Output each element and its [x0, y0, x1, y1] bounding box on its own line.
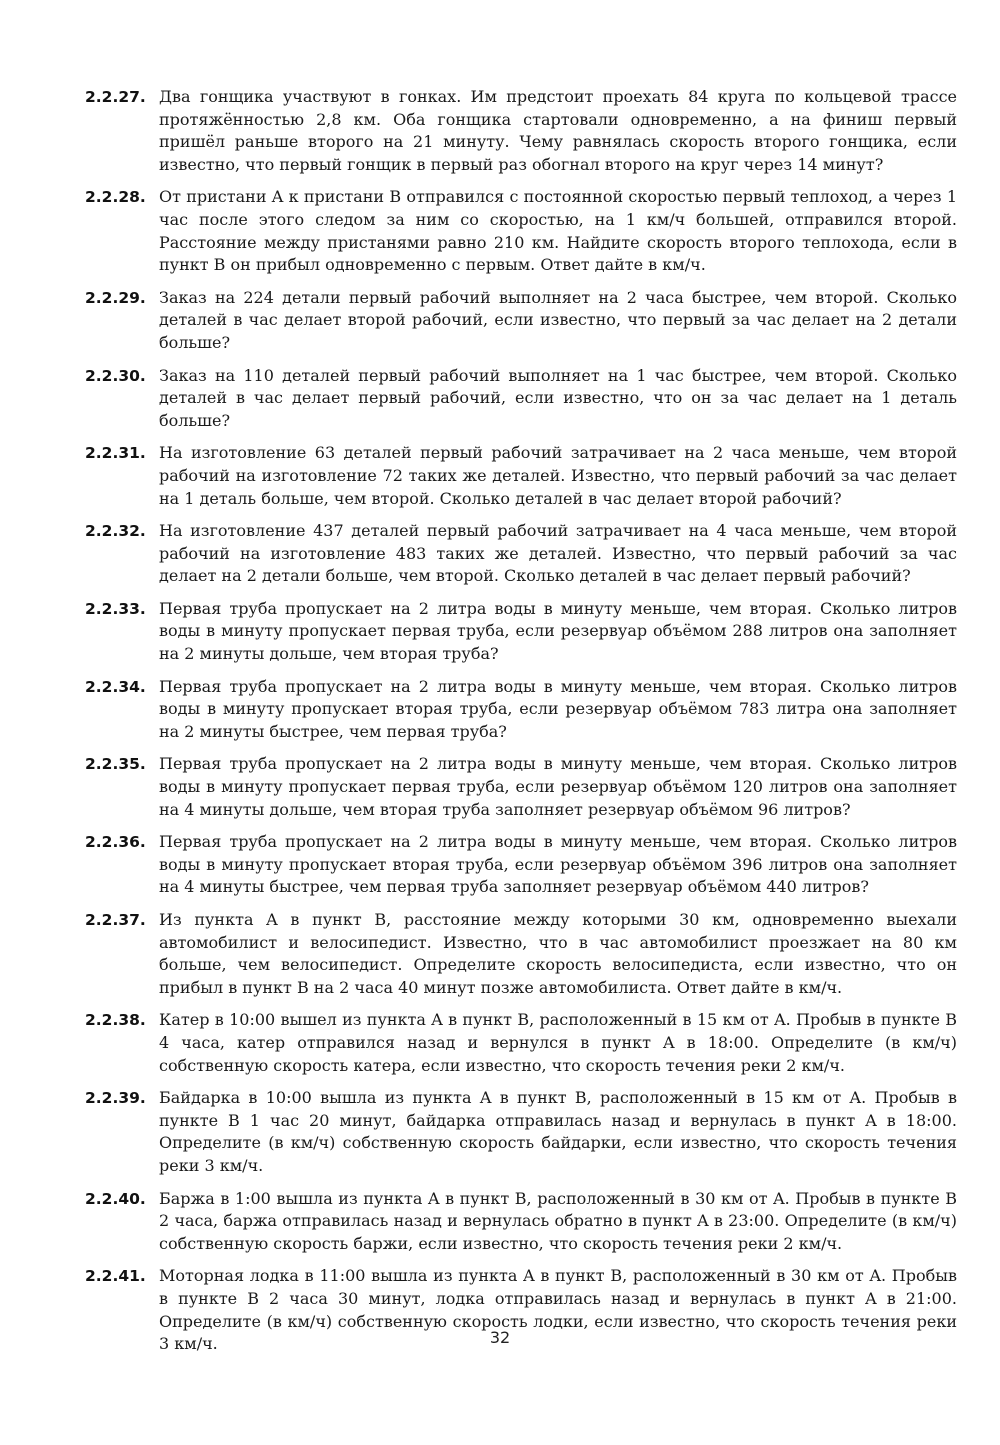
problem-item: [85, 365, 957, 433]
problem-text: Байдарка в 10:00 вышла из пункта A в пункт B, расположенный в 15 км от A. Пробыв в пункте B 1 час 20 минут, байдарка отправилась назад и вернулась в пункт A в 18:00. Определите (в км/ч) собственную скорость байдарки, если известно, что скорость течения реки 3 км/ч.: [159, 1088, 957, 1175]
problem-item: [85, 909, 957, 999]
problem-text: Заказ на 110 деталей первый рабочий выполняет на 1 час быстрее, чем второй. Сколько деталей в час делает первый рабочий, если известно, что он за час делает на 1 деталь больше?: [159, 365, 957, 430]
problem-item: [85, 676, 957, 744]
problem-item: [85, 1009, 957, 1077]
problem-text: На изготовление 437 деталей первый рабочий затрачивает на 4 часа меньше, чем второй рабочий на изготовление 483 таких же деталей. Известно, что первый рабочий за час делает на 2 детали больше, чем второй. Сколько деталей в час делает первый рабочий?: [159, 521, 957, 586]
problem-item: [85, 186, 957, 276]
problem-item: [85, 442, 957, 510]
problem-text: От пристани A к пристани B отправился с постоянной скоростью первый теплоход, а через 1 час после этого следом за ним со скоростью, на 1 км/ч большей, отправился второй. Расстояние между пристанями равно 210 км. Найдите скорость второго теплохода, если в пункт B он прибыл одновременно с первым. Ответ дайте в км/ч.: [159, 187, 957, 275]
problem-list: [85, 86, 957, 1366]
page-number: 32: [489, 1328, 511, 1347]
problem-item: [85, 598, 957, 666]
problem-number: 2.2.30.: [85, 366, 146, 385]
problem-number: 2.2.29.: [85, 288, 146, 307]
problem-text: Первая труба пропускает на 2 литра воды в минуту меньше, чем вторая. Сколько литров воды в минуту пропускает вторая труба, если резервуар объёмом 396 литров она заполняет на 4 минуты быстрее, чем первая труба заполняет резервуар объёмом 440 литров?: [159, 832, 957, 897]
problem-number: 2.2.39.: [85, 1089, 146, 1108]
problem-item: [85, 831, 957, 899]
problem-number: 2.2.35.: [85, 755, 146, 774]
problem-item: [85, 86, 957, 176]
problem-text: Заказ на 224 детали первый рабочий выполняет на 2 часа быстрее, чем второй. Сколько деталей в час делает второй рабочий, если известно, что первый за час делает на 2 детали больше?: [159, 287, 957, 352]
problem-number: 2.2.33.: [85, 599, 146, 618]
problem-number: 2.2.37.: [85, 911, 146, 929]
problem-number: 2.2.38.: [85, 1011, 146, 1030]
problem-text: Первая труба пропускает на 2 литра воды в минуту меньше, чем вторая. Сколько литров воды в минуту пропускает вторая труба, если резервуар объёмом 783 литра она заполняет на 2 минуты быстрее, чем первая труба?: [159, 676, 957, 741]
problem-item: [85, 1087, 957, 1177]
problem-number: 2.2.40.: [85, 1189, 146, 1208]
problem-item: [85, 520, 957, 588]
problem-number: 2.2.32.: [85, 522, 146, 541]
problem-number: 2.2.27.: [85, 88, 146, 106]
problem-number: 2.2.36.: [85, 833, 146, 852]
problem-text: Моторная лодка в 11:00 вышла из пункта A в пункт B, расположенный в 30 км от A. Пробыв в пункте B 2 часа 30 минут, лодка отправилась назад и вернулась в пункт A в 21:00. Определите (в км/ч) собственную скорость лодки, если известно, что скорость течения реки 3 км/ч.: [159, 1266, 957, 1354]
problem-text: Катер в 10:00 вышел из пункта A в пункт B, расположенный в 15 км от A. Пробыв в пункте B 4 часа, катер отправился назад и вернулся в пункт A в 18:00. Определите (в км/ч) собственную скорость катера, если известно, что скорость течения реки 2 км/ч.: [159, 1010, 957, 1075]
problem-number: 2.2.34.: [85, 677, 146, 696]
problem-text: Баржа в 1:00 вышла из пункта A в пункт B, расположенный в 30 км от A. Пробыв в пункте B 2 часа, баржа отправилась назад и вернулась обратно в пункт A в 23:00. Определите (в км/ч) собственную скорость баржи, если известно, что скорость течения реки 2 км/ч.: [159, 1188, 957, 1253]
problem-item: [85, 287, 957, 355]
problem-number: 2.2.41.: [85, 1267, 146, 1286]
problem-item: [85, 753, 957, 821]
problem-text: Из пункта A в пункт B, расстояние между которыми 30 км, одновременно выехали автомобилист и велосипедист. Известно, что в час автомобилист проезжает на 80 км больше, чем велосипедист. Определите скорость велосипедиста, если известно, что он прибыл в пункт B на 2 часа 40 минут позже автомобилиста. Ответ дайте в км/ч.: [159, 910, 957, 997]
problem-number: 2.2.28.: [85, 188, 146, 207]
problem-item: [85, 1188, 957, 1256]
problem-text: Первая труба пропускает на 2 литра воды в минуту меньше, чем вторая. Сколько литров воды в минуту пропускает первая труба, если резервуар объёмом 288 литров она заполняет на 2 минуты дольше, чем вторая труба?: [159, 598, 957, 664]
problem-text: Первая труба пропускает на 2 литра воды в минуту меньше, чем вторая. Сколько литров воды в минуту пропускает первая труба, если резервуар объёмом 120 литров она заполняет на 4 минуты дольше, чем вторая труба заполняет резервуар объёмом 96 литров?: [159, 754, 957, 819]
problem-text: Два гонщика участвуют в гонках. Им предстоит проехать 84 круга по кольцевой трассе протяжённостью 2,8 км. Оба гонщика стартовали одновременно, а на финиш первый пришёл раньше второго на 21 минуту. Чему равнялась скорость второго гонщика, если известно, что первый гонщик в первый раз обогнал второго на круг через 14 минут?: [159, 87, 957, 174]
problem-number: 2.2.31.: [85, 444, 146, 463]
problem-text: На изготовление 63 деталей первый рабочий затрачивает на 2 часа меньше, чем второй рабочий на изготовление 72 таких же деталей. Известно, что первый рабочий за час делает на 1 деталь больше, чем второй. Сколько деталей в час делает второй рабочий?: [159, 443, 957, 508]
